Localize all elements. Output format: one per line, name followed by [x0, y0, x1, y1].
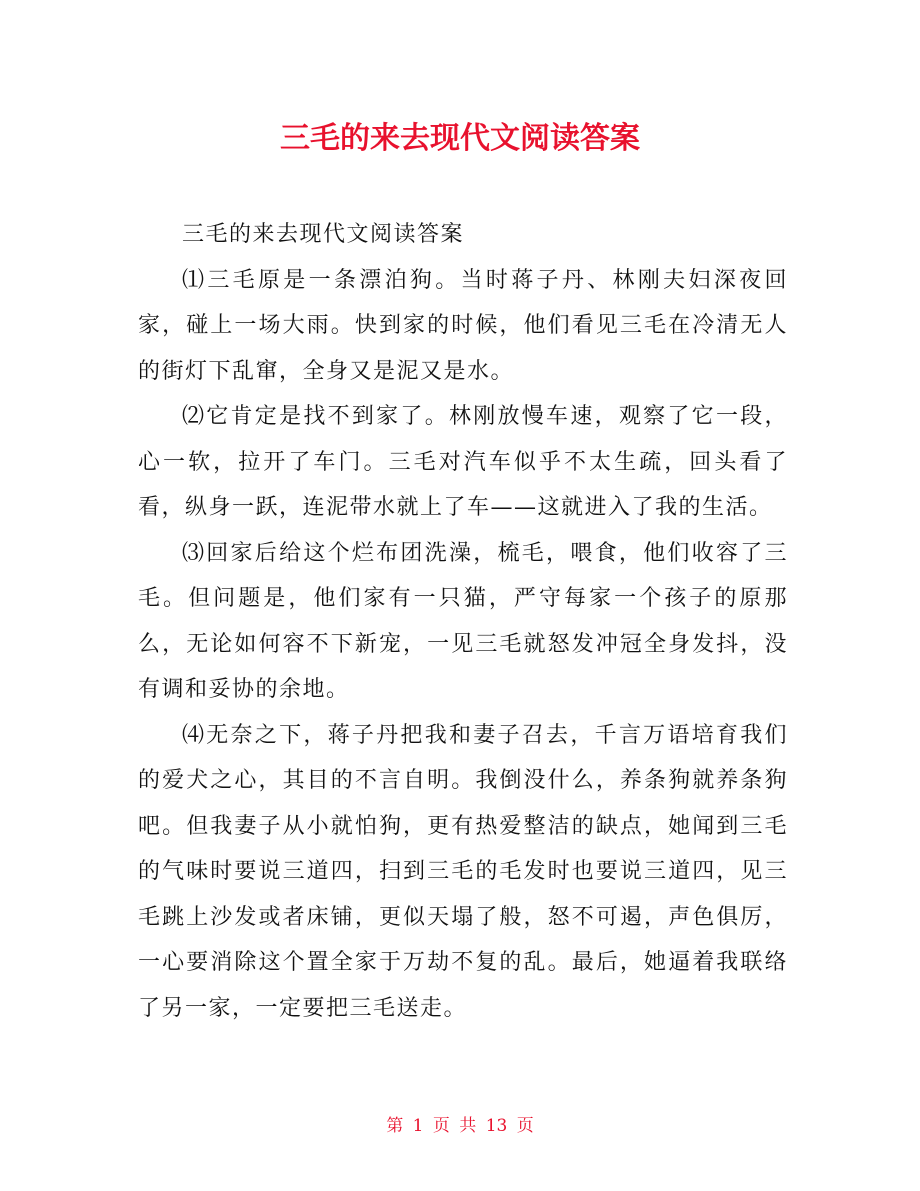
paragraph-subtitle: 三毛的来去现代文阅读答案	[182, 222, 465, 247]
paragraph-3: ⑶回家后给这个烂布团洗澡，梳毛，喂食，他们收容了三毛。但问题是，他们家有一只猫，严守每家一个孩子的原那么，无论如何容不下新宠，一见三毛就怒发冲冠全身发抖，没有调和妥协的余地。	[138, 540, 788, 702]
document-body	[138, 212, 788, 1031]
paragraph-4: ⑷无奈之下，蒋子丹把我和妻子召去，千言万语培育我们的爱犬之心，其目的不言自明。我倒没什么，养条狗就养条狗吧。但我妻子从小就怕狗，更有热爱整洁的缺点，她闻到三毛的气味时要说三道四，扫到三毛的毛发时也要说三道四，见三毛跳上沙发或者床铺，更似天塌了般，怒不可遏，声色俱厉，一心要消除这个置全家于万劫不复的乱。最后，她逼着我联络了另一家，一定要把三毛送走。	[138, 722, 788, 1021]
paragraph-1: ⑴三毛原是一条漂泊狗。当时蒋子丹、林刚夫妇深夜回家，碰上一场大雨。快到家的时候，他们看见三毛在冷清无人的街灯下乱窜，全身又是泥又是水。	[138, 267, 788, 384]
page-number-footer: 第 1 页 共 13 页	[386, 1116, 534, 1136]
document-title: 三毛的来去现代文阅读答案	[280, 121, 640, 156]
paragraph-2: ⑵它肯定是找不到家了。林刚放慢车速，观察了它一段，心一软，拉开了车门。三毛对汽车似乎不太生疏，回头看了看，纵身一跃，连泥带水就上了车——这就进入了我的生活。	[138, 404, 788, 520]
